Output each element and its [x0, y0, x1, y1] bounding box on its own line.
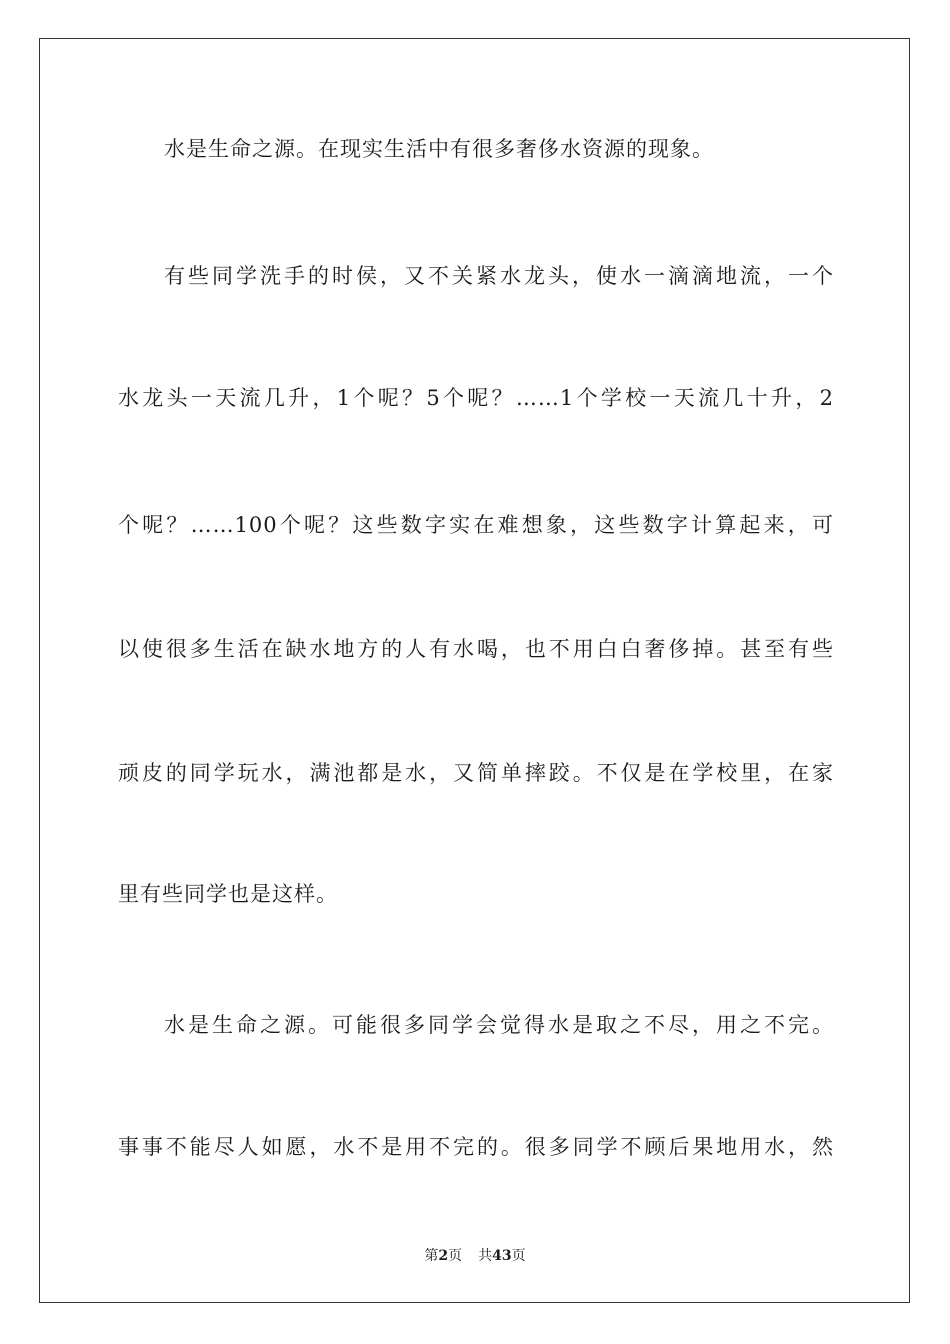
page-suffix: 页 [448, 1248, 463, 1264]
paragraph-line: 个呢？……100个呢？这些数字实在难想象，这些数字计算起来，可 [118, 513, 834, 537]
paragraph-line: 有些同学洗手的时侯，又不关紧水龙头，使水一滴滴地流，一个 [164, 264, 834, 288]
paragraph-line: 里有些同学也是这样。 [118, 882, 338, 906]
paragraph-line: 以使很多生活在缺水地方的人有水喝，也不用白白奢侈掉。甚至有些 [118, 637, 834, 661]
page-frame [39, 38, 910, 1303]
page-footer [0, 1247, 950, 1265]
paragraph-line: 水龙头一天流几升，1个呢？5个呢？……1个学校一天流几十升，2 [118, 386, 834, 410]
paragraph-line: 顽皮的同学玩水，满池都是水，又简单摔跤。不仅是在学校里，在家 [118, 761, 834, 785]
total-suffix: 页 [511, 1248, 526, 1264]
total-prefix: 共 [478, 1248, 493, 1264]
paragraph-line: 事事不能尽人如愿，水不是用不完的。很多同学不顾后果地用水，然 [118, 1135, 834, 1159]
total-pages: 43 [492, 1248, 512, 1264]
paragraph-line: 水是生命之源。可能很多同学会觉得水是取之不尽，用之不完。 [164, 1013, 834, 1037]
page-number: 2 [438, 1248, 449, 1264]
page-prefix: 第 [424, 1248, 439, 1264]
paragraph-line: 水是生命之源。在现实生活中有很多奢侈水资源的现象。 [164, 137, 714, 161]
